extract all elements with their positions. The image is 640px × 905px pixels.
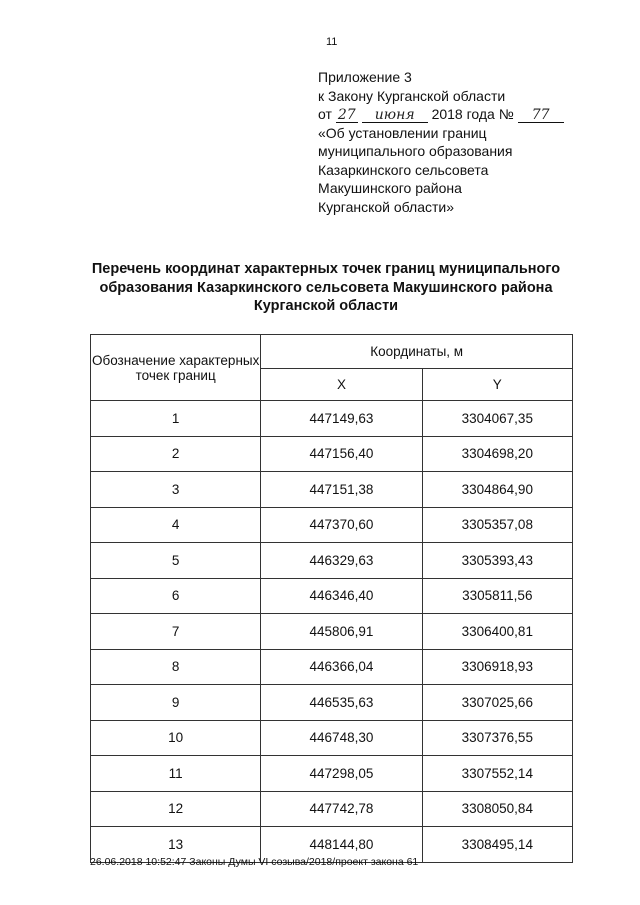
point-number-cell: 5: [91, 543, 261, 579]
point-number-cell: 13: [91, 827, 261, 863]
point-number-cell: 4: [91, 507, 261, 543]
table-row: [91, 791, 573, 827]
y-coordinate-cell: 3304698,20: [422, 436, 572, 472]
y-coordinate-cell: 3308495,14: [422, 827, 572, 863]
point-number-cell: 12: [91, 791, 261, 827]
coordinates-table: [90, 334, 573, 863]
law-name-line-5: Курганской области»: [318, 198, 455, 215]
table-row: [91, 685, 573, 721]
appendix-title: Приложение 3: [318, 69, 412, 85]
x-coordinate-cell: 447370,60: [261, 507, 422, 543]
header-coordinates: Координаты, м: [261, 335, 573, 369]
point-number-cell: 1: [91, 401, 261, 437]
y-coordinate-cell: 3305393,43: [422, 543, 572, 579]
table-row: [91, 578, 573, 614]
point-number-cell: 9: [91, 685, 261, 721]
table-row: [91, 614, 573, 650]
y-coordinate-cell: 3306400,81: [422, 614, 572, 650]
point-number-cell: 6: [91, 578, 261, 614]
point-number-cell: 3: [91, 472, 261, 508]
table-row: [91, 543, 573, 579]
x-coordinate-cell: 447151,38: [261, 472, 422, 508]
handwritten-month: июня: [362, 108, 428, 123]
x-coordinate-cell: 446366,04: [261, 649, 422, 685]
y-coordinate-cell: 3307376,55: [422, 720, 572, 756]
y-coordinate-cell: 3308050,84: [422, 791, 572, 827]
y-coordinate-cell: 3307025,66: [422, 685, 572, 721]
year-text: 2018 года №: [431, 106, 514, 122]
x-coordinate-cell: 445806,91: [261, 614, 422, 650]
table-row: [91, 507, 573, 543]
point-number-cell: 7: [91, 614, 261, 650]
y-coordinate-cell: 3304067,35: [422, 401, 572, 437]
header-x: X: [261, 369, 422, 401]
x-coordinate-cell: 446329,63: [261, 543, 422, 579]
table-row: [91, 472, 573, 508]
x-coordinate-cell: 447156,40: [261, 436, 422, 472]
appendix-block: [318, 68, 564, 216]
page-number: 11: [326, 36, 338, 48]
x-coordinate-cell: 446346,40: [261, 578, 422, 614]
law-name-line-3: Казаркинского сельсовета: [318, 161, 489, 178]
document-title: Перечень координат характерных точек границ муниципального образования Казаркинского сельсовета Макушинского района Курганской области: [91, 261, 561, 314]
table-row: [91, 720, 573, 756]
y-coordinate-cell: 3306918,93: [422, 649, 572, 685]
y-coordinate-cell: 3305811,56: [422, 578, 572, 614]
law-name-line-1: «Об установлении границ: [318, 124, 487, 141]
x-coordinate-cell: 446535,63: [261, 685, 422, 721]
x-coordinate-cell: 446748,30: [261, 720, 422, 756]
header-point-designation: Обозначение характерных точек границ: [91, 335, 261, 401]
appendix-law-reference: к Закону Курганской области: [318, 87, 506, 104]
y-coordinate-cell: 3307552,14: [422, 756, 572, 792]
law-name-line-4: Макушинского района: [318, 180, 462, 196]
point-number-cell: 8: [91, 649, 261, 685]
coordinates-table-body: [91, 401, 573, 863]
footer-stamp: 26.06.2018 10:52:47 Законы Думы VI созыва/2018/проект закона 61: [90, 856, 419, 868]
y-coordinate-cell: 3304864,90: [422, 472, 572, 508]
x-coordinate-cell: 448144,80: [261, 827, 422, 863]
table-row: [91, 649, 573, 685]
x-coordinate-cell: 447298,05: [261, 756, 422, 792]
handwritten-day: 27: [336, 108, 358, 123]
x-coordinate-cell: 447742,78: [261, 791, 422, 827]
point-number-cell: 11: [91, 756, 261, 792]
table-row: [91, 401, 573, 437]
x-coordinate-cell: 447149,63: [261, 401, 422, 437]
table-row: [91, 436, 573, 472]
date-prefix: от: [318, 106, 332, 122]
point-number-cell: 2: [91, 436, 261, 472]
law-name-line-2: муниципального образования: [318, 143, 513, 159]
point-number-cell: 10: [91, 720, 261, 756]
handwritten-law-number: 77: [518, 108, 564, 123]
table-row: [91, 756, 573, 792]
header-y: Y: [422, 369, 572, 401]
appendix-date-line: [318, 105, 564, 124]
y-coordinate-cell: 3305357,08: [422, 507, 572, 543]
